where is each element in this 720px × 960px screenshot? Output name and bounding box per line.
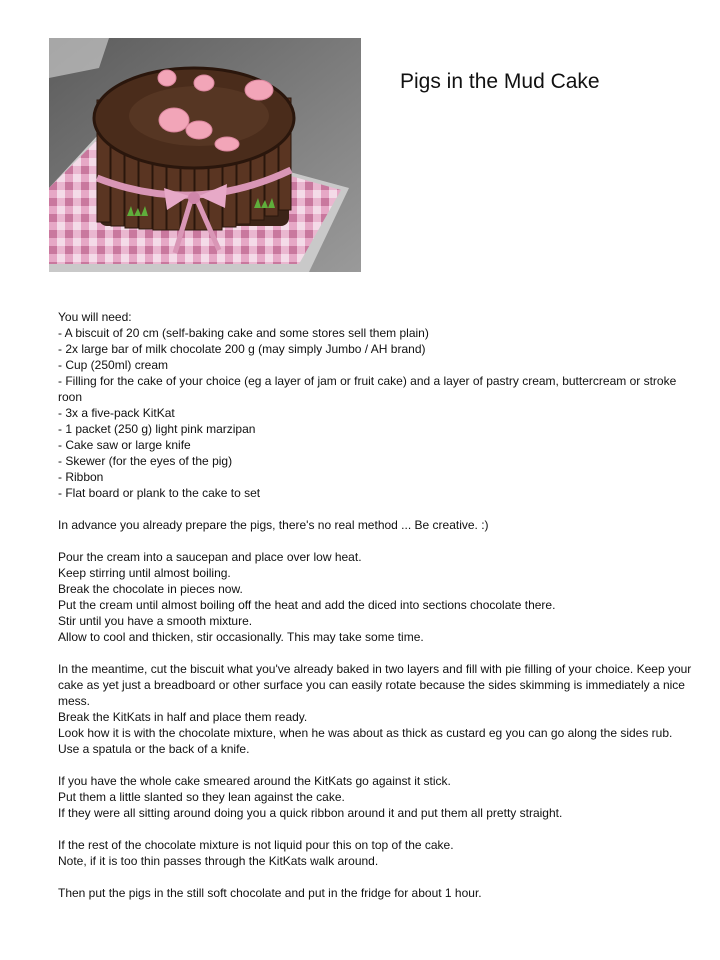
ingredient-item: - 1 packet (250 g) light pink marzipan (58, 422, 256, 436)
paragraph-gap (58, 757, 698, 773)
ingredient-item: - A biscuit of 20 cm (self-baking cake and some stores sell them plain) (58, 326, 429, 340)
step-line: In the meantime, cut the biscuit what you've already baked in two layers and fill with pie filling of your choice. Keep your cake as yet just a breadboard or other surface you can easily rotate because the sides skimming is immediately a nice mess. (58, 662, 692, 708)
ingredient-item: - Flat board or plank to the cake to set (58, 486, 261, 500)
step-line: Pour the cream into a saucepan and place over low heat. (58, 550, 362, 564)
step-line: Break the KitKats in half and place them ready. (58, 710, 308, 724)
cake-photo (49, 38, 361, 272)
ingredient-item: - Skewer (for the eyes of the pig) (58, 454, 233, 468)
ingredient-item: - Ribbon (58, 470, 104, 484)
ingredient-item: - 3x a five-pack KitKat (58, 406, 175, 420)
step-line: Look how it is with the chocolate mixture, when he was about as thick as custard eg you can go along the sides rub. (58, 726, 673, 740)
paragraph-gap (58, 821, 698, 837)
step-line: If you have the whole cake smeared around the KitKats go against it stick. (58, 774, 451, 788)
cake-illustration (49, 38, 361, 272)
paragraph-gap (58, 869, 698, 885)
step-line: If they were all sitting around doing you a quick ribbon around it and put them all pretty straight. (58, 806, 563, 820)
step-line: Put them a little slanted so they lean against the cake. (58, 790, 345, 804)
step-line: Break the chocolate in pieces now. (58, 582, 243, 596)
ingredient-item: - Cake saw or large knife (58, 438, 191, 452)
page-title: Pigs in the Mud Cake (400, 70, 600, 93)
paragraph-gap (58, 533, 698, 549)
ingredient-item: - Cup (250ml) cream (58, 358, 169, 372)
paragraph-gap (58, 645, 698, 661)
ingredients-heading: You will need: (58, 310, 132, 324)
step-line: Keep stirring until almost boiling. (58, 566, 231, 580)
step-line: Stir until you have a smooth mixture. (58, 614, 253, 628)
recipe-body (58, 309, 698, 901)
step-line: Allow to cool and thicken, stir occasionally. This may take some time. (58, 630, 424, 644)
ingredient-item: - 2x large bar of milk chocolate 200 g (may simply Jumbo / AH brand) (58, 342, 426, 356)
step-line: Note, if it is too thin passes through the KitKats walk around. (58, 854, 379, 868)
step-line: Use a spatula or the back of a knife. (58, 742, 250, 756)
ingredient-item: - Filling for the cake of your choice (eg a layer of jam or fruit cake) and a layer of pastry cream, buttercream or stroke roon (58, 374, 677, 404)
final-step: Then put the pigs in the still soft chocolate and put in the fridge for about 1 hour. (58, 886, 482, 900)
step-line: If the rest of the chocolate mixture is not liquid pour this on top of the cake. (58, 838, 454, 852)
paragraph-gap (58, 501, 698, 517)
advance-note: In advance you already prepare the pigs, there's no real method ... Be creative. :) (58, 518, 489, 532)
step-line: Put the cream until almost boiling off the heat and add the diced into sections chocolate there. (58, 598, 556, 612)
